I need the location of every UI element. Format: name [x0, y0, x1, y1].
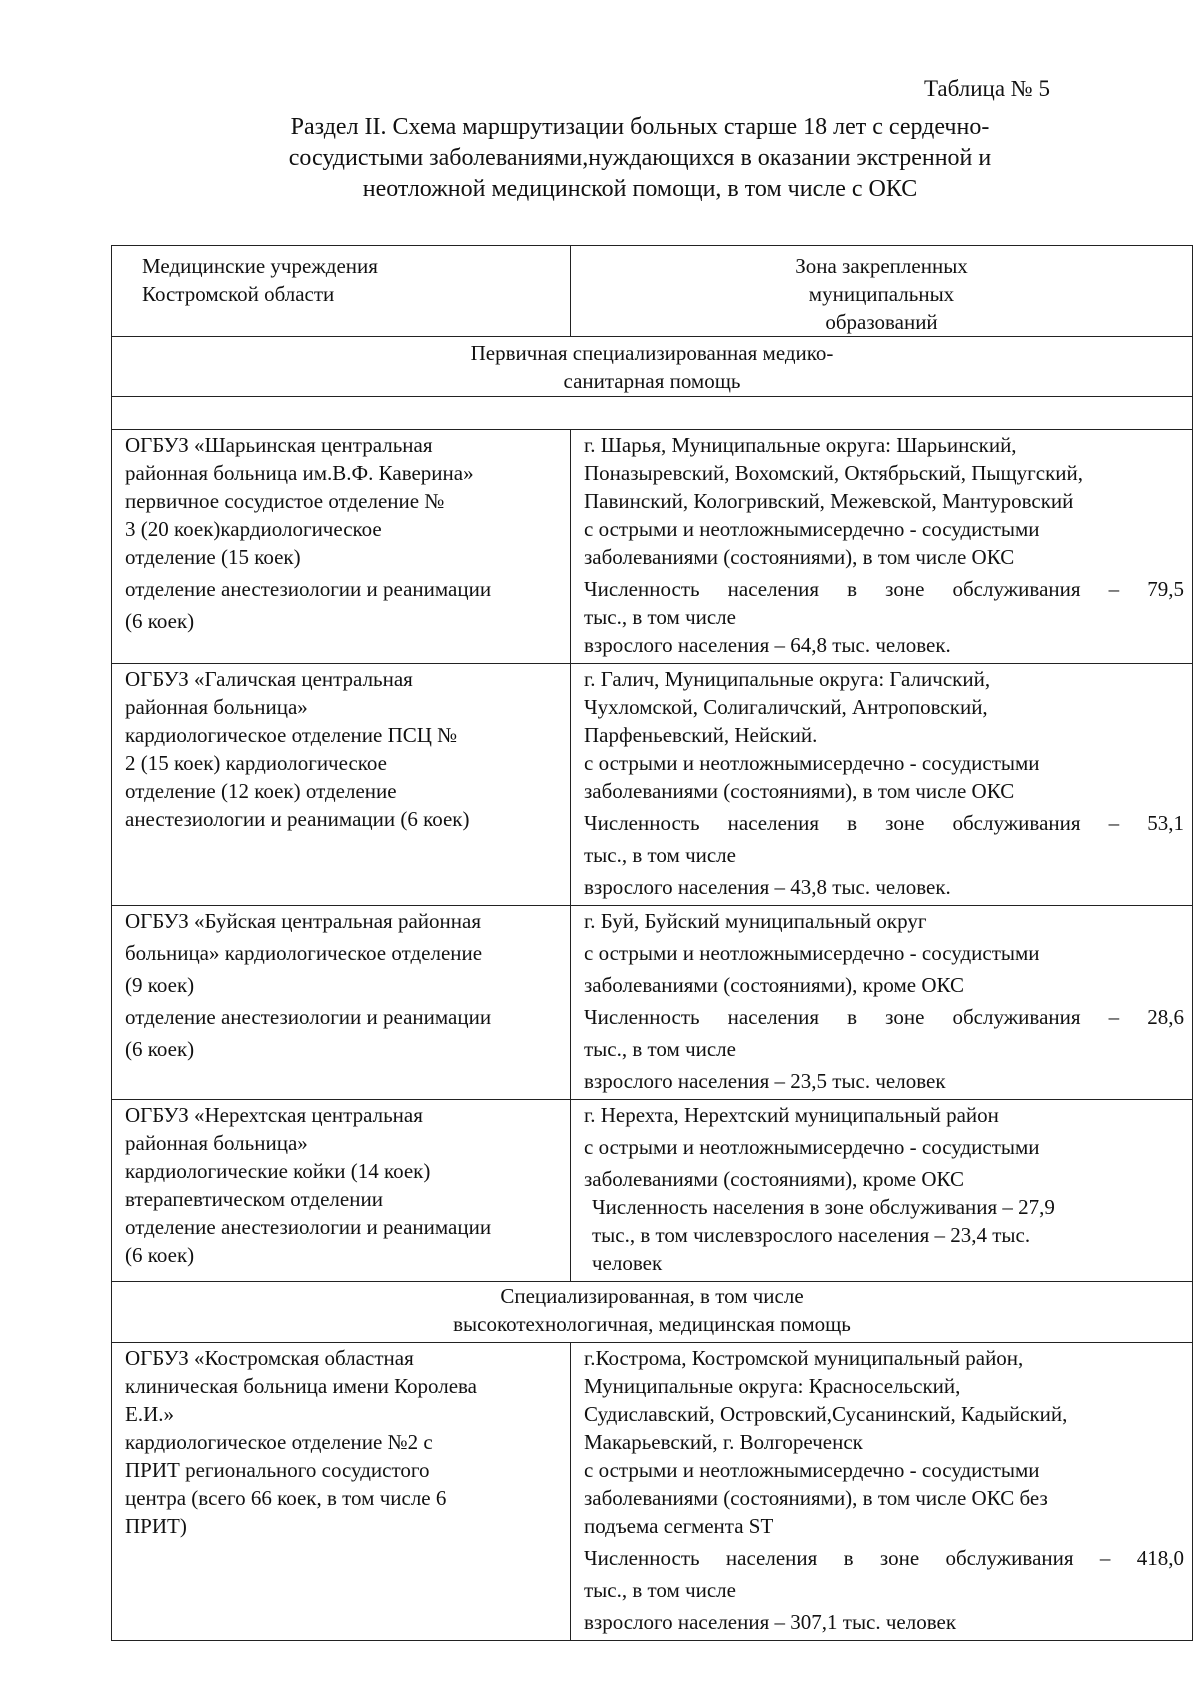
title-line: сосудистыми заболеваниями,нуждающихся в оказании экстренной и [288, 145, 992, 171]
cell-line: анестезиологии и реанимации (6 коек) [125, 807, 470, 831]
cell-line: Парфеньевский, Нейский. [584, 723, 818, 747]
cell-line: ОГБУЗ «Костромская областная [125, 1346, 414, 1370]
cell-line: первичное сосудистое отделение № [125, 489, 445, 513]
table-row [112, 1100, 1193, 1282]
title-line: неотложной медицинской помощи, в том числе с ОКС [362, 176, 918, 202]
cell-line: тыс., в том числе [584, 605, 736, 629]
cell-line: взрослого населения – 64,8 тыс. человек. [584, 633, 951, 657]
population-word: обслуживания [952, 1005, 1081, 1029]
cell-line: ОГБУЗ «Шарьинская центральная [125, 433, 433, 457]
section-row-primary [112, 337, 1193, 397]
cell-line: г. Буй, Буйский муниципальный округ [584, 909, 927, 933]
header-text: Костромской области [142, 282, 335, 306]
zone-cell [571, 430, 1193, 664]
population-word: 418,0 [1136, 1546, 1184, 1570]
cell-line: заболеваниями (состояниями), кроме ОКС [584, 973, 964, 997]
cell-line: втерапевтическом отделении [125, 1187, 383, 1211]
cell-line: заболеваниями (состояниями), в том числе ОКС [584, 779, 1015, 803]
population-line [584, 1544, 1184, 1572]
population-word: в [843, 1546, 854, 1570]
cell-line: г. Нерехта, Нерехтский муниципальный район [584, 1103, 999, 1127]
population-word: зоне [879, 1546, 920, 1570]
cell-line: взрослого населения – 43,8 тыс. человек. [584, 875, 951, 899]
cell-line: тыс., в том числе [584, 1578, 736, 1602]
population-word: 53,1 [1147, 811, 1184, 835]
population-word: – [1099, 1546, 1111, 1570]
cell-line: клиническая больница имени Королева [125, 1374, 478, 1398]
routing-table [111, 245, 1193, 1641]
cell-line: с острыми и неотложнымисердечно - сосудистыми [584, 941, 1040, 965]
table-row [112, 664, 1193, 906]
cell-line: отделение анестезиологии и реанимации [125, 577, 492, 601]
table-row [112, 430, 1193, 664]
section-text: высокотехнологичная, медицинская помощь [453, 1312, 851, 1336]
cell-line: центра (всего 66 коек, в том числе 6 [125, 1486, 447, 1510]
header-text: Медицинские учреждения [142, 254, 378, 278]
cell-line: ОГБУЗ «Галичская центральная [125, 667, 413, 691]
header-row [112, 246, 1193, 337]
population-word: 79,5 [1147, 577, 1184, 601]
cell-line: (6 коек) [125, 609, 195, 633]
institution-cell [112, 1343, 571, 1641]
table-row [112, 1343, 1193, 1641]
population-word: – [1108, 811, 1120, 835]
cell-line: заболеваниями (состояниями), кроме ОКС [584, 1167, 964, 1191]
population-word: Численность [584, 1546, 700, 1570]
cell-line: тыс., в том числевзрослого населения – 23,4 тыс. [592, 1223, 1031, 1247]
cell-line: (6 коек) [125, 1037, 195, 1061]
section-text: Первичная специализированная медико- [470, 341, 834, 365]
cell-line: Численность населения в зоне обслуживания – 27,9 [592, 1195, 1055, 1219]
header-institutions [112, 246, 571, 337]
cell-line: Судиславский, Островский,Сусанинский, Кадыйский, [584, 1402, 1068, 1426]
cell-line: ПРИТ) [125, 1514, 187, 1538]
population-line [584, 809, 1184, 837]
cell-line: районная больница им.В.Ф. Каверина» [125, 461, 474, 485]
cell-line: человек [592, 1251, 663, 1275]
cell-line: с острыми и неотложнымисердечно - сосудистыми [584, 517, 1040, 541]
title-line: Раздел II. Схема маршрутизации больных старше 18 лет с сердечно- [290, 114, 990, 140]
cell-line: кардиологическое отделение №2 с [125, 1430, 433, 1454]
population-word: населения [727, 1005, 820, 1029]
cell-line: взрослого населения – 23,5 тыс. человек [584, 1069, 946, 1093]
section-row-specialized [112, 1282, 1193, 1343]
population-line [584, 575, 1184, 603]
cell-line: заболеваниями (состояниями), в том числе ОКС без [584, 1486, 1048, 1510]
cell-line: ОГБУЗ «Нерехтская центральная [125, 1103, 423, 1127]
institution-cell [112, 1100, 571, 1282]
section-text: санитарная помощь [563, 369, 741, 393]
zone-cell [571, 664, 1193, 906]
population-word: обслуживания [945, 1546, 1074, 1570]
cell-line: подъема сегмента ST [584, 1514, 774, 1538]
zone-cell [571, 1343, 1193, 1641]
cell-line: г. Шарья, Муниципальные округа: Шарьинский, [584, 433, 1017, 457]
cell-line: ОГБУЗ «Буйская центральная районная [125, 909, 481, 933]
cell-line: больница» кардиологическое отделение [125, 941, 483, 965]
population-line [584, 1003, 1184, 1031]
cell-line: Чухломской, Солигаличский, Антроповский, [584, 695, 988, 719]
cell-line: районная больница» [125, 1131, 308, 1155]
population-word: в [847, 1005, 858, 1029]
cell-line: кардиологическое отделение ПСЦ № [125, 723, 458, 747]
cell-line: с острыми и неотложнымисердечно - сосудистыми [584, 1458, 1040, 1482]
cell-line: 2 (15 коек) кардиологическое [125, 751, 387, 775]
zone-cell [571, 1100, 1193, 1282]
section-heading [112, 337, 1193, 397]
population-word: населения [727, 577, 820, 601]
population-word: Численность [584, 811, 700, 835]
population-word: в [847, 577, 858, 601]
population-word: зоне [885, 811, 925, 835]
population-word: зоне [885, 1005, 925, 1029]
section-text: Специализированная, в том числе [500, 1284, 804, 1308]
cell-line: отделение анестезиологии и реанимации [125, 1005, 492, 1029]
cell-line: взрослого населения – 307,1 тыс. человек [584, 1610, 957, 1634]
section-title [200, 112, 1080, 205]
population-word: обслуживания [952, 811, 1081, 835]
cell-line: кардиологические койки (14 коек) [125, 1159, 431, 1183]
cell-line: с острыми и неотложнымисердечно - сосудистыми [584, 751, 1040, 775]
population-word: – [1108, 1005, 1120, 1029]
population-word: в [847, 811, 858, 835]
cell-line: г.Кострома, Костромской муниципальный район, [584, 1346, 1024, 1370]
population-word: – [1108, 577, 1120, 601]
section-heading [112, 1282, 1193, 1343]
cell-line: Павинский, Кологривский, Межевской, Мантуровский [584, 489, 1074, 513]
population-word: Численность [584, 577, 700, 601]
institution-cell [112, 430, 571, 664]
header-text: муниципальных [808, 282, 955, 306]
table-row [112, 906, 1193, 1100]
blank-row [112, 397, 1193, 430]
table-number-label: Таблица № 5 [923, 76, 1050, 101]
population-word: 28,6 [1147, 1005, 1184, 1029]
header-text: образований [825, 310, 938, 334]
cell-line: (9 коек) [125, 973, 195, 997]
institution-cell [112, 906, 571, 1100]
cell-line: районная больница» [125, 695, 308, 719]
cell-line: Муниципальные округа: Красносельский, [584, 1374, 961, 1398]
blank-cell [112, 397, 1193, 430]
population-word: зоне [885, 577, 925, 601]
cell-line: отделение (12 коек) отделение [125, 779, 397, 803]
header-zones [571, 246, 1193, 337]
cell-line: Макарьевский, г. Волгореченск [584, 1430, 863, 1454]
cell-line: заболеваниями (состояниями), в том числе ОКС [584, 545, 1015, 569]
cell-line: г. Галич, Муниципальные округа: Галичский, [584, 667, 991, 691]
cell-line: 3 (20 коек)кардиологическое [125, 517, 382, 541]
cell-line: Е.И.» [125, 1402, 174, 1426]
cell-line: (6 коек) [125, 1243, 195, 1267]
population-word: Численность [584, 1005, 700, 1029]
cell-line: отделение (15 коек) [125, 545, 301, 569]
cell-line: Поназыревский, Вохомский, Октябрьский, Пыщугский, [584, 461, 1084, 485]
zone-cell [571, 906, 1193, 1100]
cell-line: ПРИТ регионального сосудистого [125, 1458, 430, 1482]
population-word: населения [727, 811, 820, 835]
population-word: обслуживания [952, 577, 1081, 601]
cell-line: тыс., в том числе [584, 843, 736, 867]
cell-line: отделение анестезиологии и реанимации [125, 1215, 492, 1239]
cell-line: тыс., в том числе [584, 1037, 736, 1061]
header-text: Зона закрепленных [795, 254, 968, 278]
institution-cell [112, 664, 571, 906]
population-word: населения [725, 1546, 818, 1570]
cell-line: с острыми и неотложнымисердечно - сосудистыми [584, 1135, 1040, 1159]
